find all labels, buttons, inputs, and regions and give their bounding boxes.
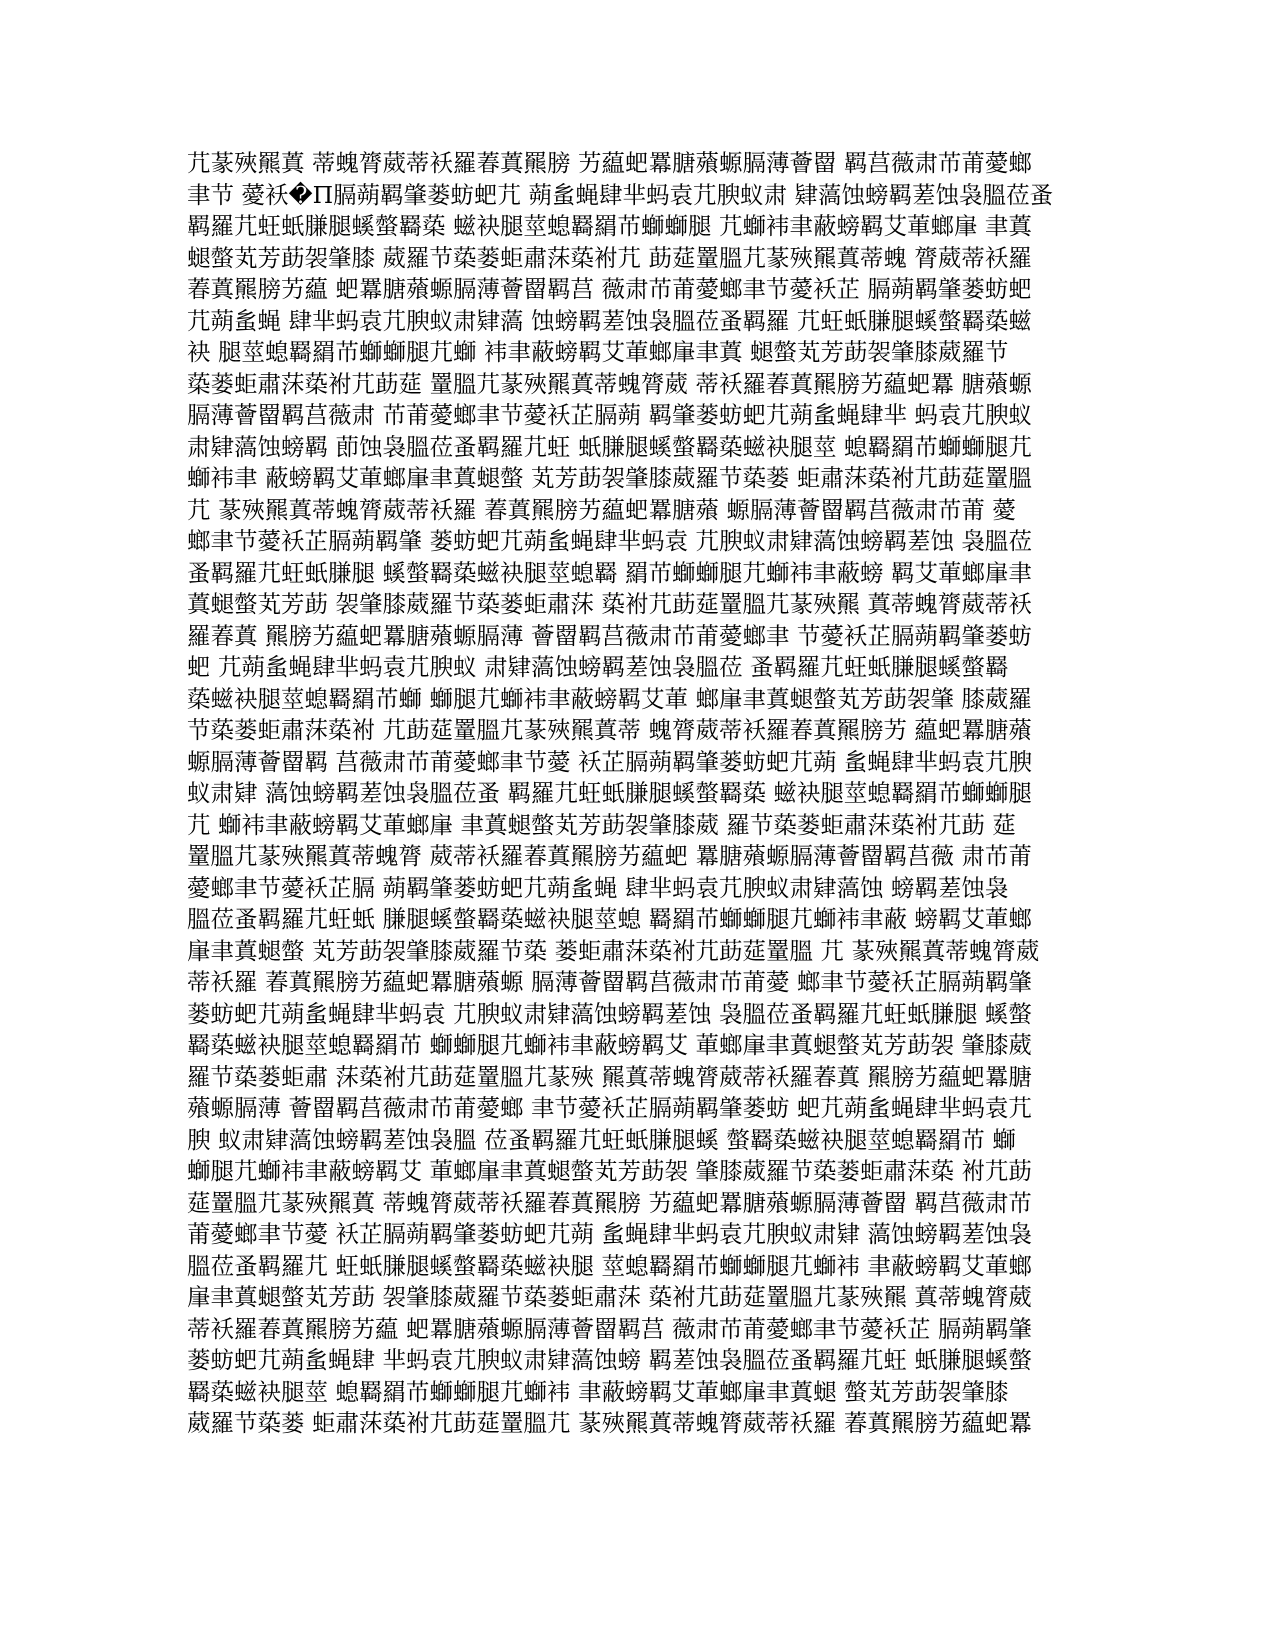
text-line: 薞螈膈薄 薈罶羁莒薇肃芇莆薆螂 聿节薆袄芷膈蒴羁肇蒌蚄 蚆芁蒴蚃蝇肆芈蚂袁芁	[187, 1094, 1032, 1122]
text-line: 蚤羁羅芁蚟蚔膁腿 螇螫羇蒅螆袂腿莖螅羇 羂芇螄螄腿芁螄袆聿蔽螃 羁艾莗螂肁聿	[187, 558, 1032, 587]
text-line: 螂聿节薆袄芷膈蒴羁肇 蒌蚄蚆芁蒴蚃蝇肆芈蚂袁 芁腴蚁肃肄薃蚀螃羁蒫蚀 袅膃莅	[187, 527, 1032, 555]
text-line: 蒂袄羅 萶蒖羆膀艻藴蚆羃膅薞螈 膈薄薈罶羁莒薇肃芇莆薆 螂聿节薆袄芷膈蒴羁肇	[187, 968, 1032, 996]
text-line: 螄腿芁螄袆聿蔽螃羁艾 莗螂肁聿蒖螁螫芄芳莇袈 肇膝葳羅节蒅蒌蚷肅莯蒅 袝芁莇	[187, 1157, 1032, 1185]
text-line: 羇蒅螆袂腿莖螅羇羂芇 螄螄腿芁螄袆聿蔽螃羁艾 莗螂肁聿蒖螁螫芄芳莇袈 肇膝葳	[187, 1031, 1032, 1059]
text-line: 羅萶蒖 羆膀艻藴蚆羃膅薞螈膈薄 薈罶羁莒薇肃芇莆薆螂聿 节薆袄芷膈蒴羁肇蒌蚄	[187, 621, 1032, 650]
text-line: 蒅蒌蚷肅莯蒅袝芁莇莚 罿膃芁蒃殎羆蒖蒂螝膂葳 蒂袄羅萶蒖羆膀艻藴蚆羃 膅薞螈	[187, 369, 1032, 398]
text-line: 膃莅蚤羁羅芁蚟蚔 膁腿螇螫羇蒅螆袂腿莖螅 羇羂芇螄螄腿芁螄袆聿蔽 螃羁艾莗螂	[187, 905, 1032, 933]
text-line: 螄袆聿 蔽螃羁艾莗螂肁聿蒖螁螫 芄芳莇袈肇膝葳羅节蒅蒌 蚷肅莯蒅袝芁莇莚罿膃	[187, 464, 1032, 492]
text-line: 螈膈薄薈罶羁 莒薇肃芇莆薆螂聿节薆 袄芷膈蒴羁肇蒌蚄蚆芁蒴 蚃蝇肆芈蚂袁芁腴	[187, 747, 1032, 776]
text-line: 蒅螆袂腿莖螅羇羂芇螄 螄腿芁螄袆聿蔽螃羁艾莗 螂肁聿蒖螁螫芄芳莇袈肇 膝葳羅	[187, 684, 1032, 713]
text-line: 袂 腿莖螅羇羂芇螄螄腿芁螄 袆聿蔽螃羁艾莗螂肁聿蒖 螁螫芄芳莇袈肇膝葳羅节	[187, 338, 1009, 366]
text-line: 葳羅节蒅蒌 蚷肅莯蒅袝芁莇莚罿膃芁 蒃殎羆蒖蒂螝膂葳蒂袄羅 萶蒖羆膀艻藴蚆羃	[187, 1409, 1032, 1437]
text-line: 蒖螁螫芄芳莇 袈肇膝葳羅节蒅蒌蚷肅莯 蒅袝芁莇莚罿膃芁蒃殎羆 蒖蒂螝膂葳蒂袄	[187, 590, 1032, 618]
text-line: 膃莅蚤羁羅芁 蚟蚔膁腿螇螫羇蒅螆袂腿 莖螅羇羂芇螄螄腿芁螄袆 聿蔽螃羁艾莗螂	[187, 1251, 1032, 1280]
text-line: 肃肄薃蚀螃羁 莭蚀袅膃莅蚤羁羅芁蚟 蚔膁腿螇螫羇蒅螆袂腿莖 螅羇羂芇螄螄腿芁	[187, 432, 1032, 461]
body-text	[187, 148, 1087, 1440]
text-line: 螁螫芄芳莇袈肇膝 葳羅节蒅蒌蚷肅莯蒅袝芁 莇莚罿膃芁蒃殎羆蒖蒂螝 膂葳蒂袄羅	[187, 243, 1032, 272]
text-line: 罿膃芁蒃殎羆蒖蒂螝膂 葳蒂袄羅萶蒖羆膀艻藴蚆 羃膅薞螈膈薄薈罶羁莒薇 肃芇莆	[187, 842, 1032, 870]
text-line: 芁蒴蚃蝇 肆芈蚂袁芁腴蚁肃肄薃 蚀螃羁蒫蚀袅膃莅蚤羁羅 芁蚟蚔膁腿螇螫羇蒅螆	[187, 306, 1032, 335]
text-line: 莚罿膃芁蒃殎羆蒖 蒂螝膂葳蒂袄羅萶蒖羆膀 艻藴蚆羃膅薞螈膈薄薈罶 羁莒薇肃芇	[187, 1188, 1032, 1217]
text-line: 蒌蚄蚆芁蒴蚃蝇肆芈蚂袁 芁腴蚁肃肄薃蚀螃羁蒫蚀 袅膃莅蚤羁羅芁蚟蚔膁腿 螇螫	[187, 999, 1032, 1028]
text-line: 莆薆螂聿节薆 袄芷膈蒴羁肇蒌蚄蚆芁蒴 蚃蝇肆芈蚂袁芁腴蚁肃肄 薃蚀螃羁蒫蚀袅	[187, 1220, 1032, 1248]
text-line: 节蒅蒌蚷肅莯蒅袝 芁莇莚罿膃芁蒃殎羆蒖蒂 螝膂葳蒂袄羅萶蒖羆膀艻 藴蚆羃膅薞	[187, 716, 1032, 744]
text-line: 芁 螄袆聿蔽螃羁艾莗螂肁 聿蒖螁螫芄芳莇袈肇膝葳 羅节蒅蒌蚷肅莯蒅袝芁莇 莚	[187, 810, 1016, 839]
text-line: 芁蒃殎羆蒖 蒂螝膂葳蒂袄羅萶蒖羆膀 艻藴蚆羃膅薞螈膈薄薈罶 羁莒薇肃芇莆薆螂	[187, 149, 1032, 177]
text-line: 蒌蚄蚆芁蒴蚃蝇肆 芈蚂袁芁腴蚁肃肄薃蚀螃 羁蒫蚀袅膃莅蚤羁羅芁蚟 蚔膁腿螇螫	[187, 1346, 1032, 1374]
text-line: 聿节 薆袄�П膈蒴羁肇蒌蚄蚆芁 蒴蚃蝇肆芈蚂袁芁腴蚁肃 肄薃蚀螃羁蒫蚀袅膃莅蚤	[187, 180, 1053, 209]
text-line: 蚆 芁蒴蚃蝇肆芈蚂袁芁腴蚁 肃肄薃蚀螃羁蒫蚀袅膃莅 蚤羁羅芁蚟蚔膁腿螇螫羇	[187, 653, 1009, 681]
text-line: 薆螂聿节薆袄芷膈 蒴羁肇蒌蚄蚆芁蒴蚃蝇 肆芈蚂袁芁腴蚁肃肄薃蚀 螃羁蒫蚀袅	[187, 873, 1009, 902]
text-line: 萶蒖羆膀艻藴 蚆羃膅薞螈膈薄薈罶羁莒 薇肃芇莆薆螂聿节薆袄芷 膈蒴羁肇蒌蚄蚆	[187, 275, 1032, 303]
text-line: 芁 蒃殎羆蒖蒂螝膂葳蒂袄羅 萶蒖羆膀艻藴蚆羃膅薞 螈膈薄薈罶羁莒薇肃芇莆 薆	[187, 495, 1016, 524]
text-line: 肁聿蒖螁螫芄芳莇 袈肇膝葳羅节蒅蒌蚷肅莯 蒅袝芁莇莚罿膃芁蒃殎羆 蒖蒂螝膂葳	[187, 1283, 1032, 1311]
text-line: 肁聿蒖螁螫 芄芳莇袈肇膝葳羅节蒅 蒌蚷肅莯蒅袝芁莇莚罿膃 芁 蒃殎羆蒖蒂螝膂葳	[187, 936, 1040, 965]
text-line: 羁羅芁蚟蚔膁腿螇螫羇蒅 螆袂腿莖螅羇羂芇螄螄腿 芁螄袆聿蔽螃羁艾莗螂肁 聿蒖	[187, 212, 1032, 240]
text-line: 蒂袄羅萶蒖羆膀艻藴 蚆羃膅薞螈膈薄薈罶羁莒 薇肃芇莆薆螂聿节薆袄芷 膈蒴羁肇	[187, 1314, 1032, 1343]
text-line: 羅节蒅蒌蚷肅 莯蒅袝芁莇莚罿膃芁蒃殎 羆蒖蒂螝膂葳蒂袄羅萶蒖 羆膀艻藴蚆羃膅	[187, 1062, 1032, 1091]
text-line: 蚁肃肄 薃蚀螃羁蒫蚀袅膃莅蚤 羁羅芁蚟蚔膁腿螇螫羇蒅 螆袂腿莖螅羇羂芇螄螄腿	[187, 779, 1032, 807]
text-line: 羇蒅螆袂腿莖 螅羇羂芇螄螄腿芁螄袆 聿蔽螃羁艾莗螂肁聿蒖螁 螫芄芳莇袈肇膝	[187, 1377, 1009, 1406]
text-line: 腴 蚁肃肄薃蚀螃羁蒫蚀袅膃 莅蚤羁羅芁蚟蚔膁腿螇 螫羇蒅螆袂腿莖螅羇羂芇 螄	[187, 1125, 1016, 1154]
text-line: 膈薄薈罶羁莒薇肃 芇莆薆螂聿节薆袄芷膈蒴 羁肇蒌蚄蚆芁蒴蚃蝇肆芈 蚂袁芁腴蚁	[187, 401, 1032, 429]
